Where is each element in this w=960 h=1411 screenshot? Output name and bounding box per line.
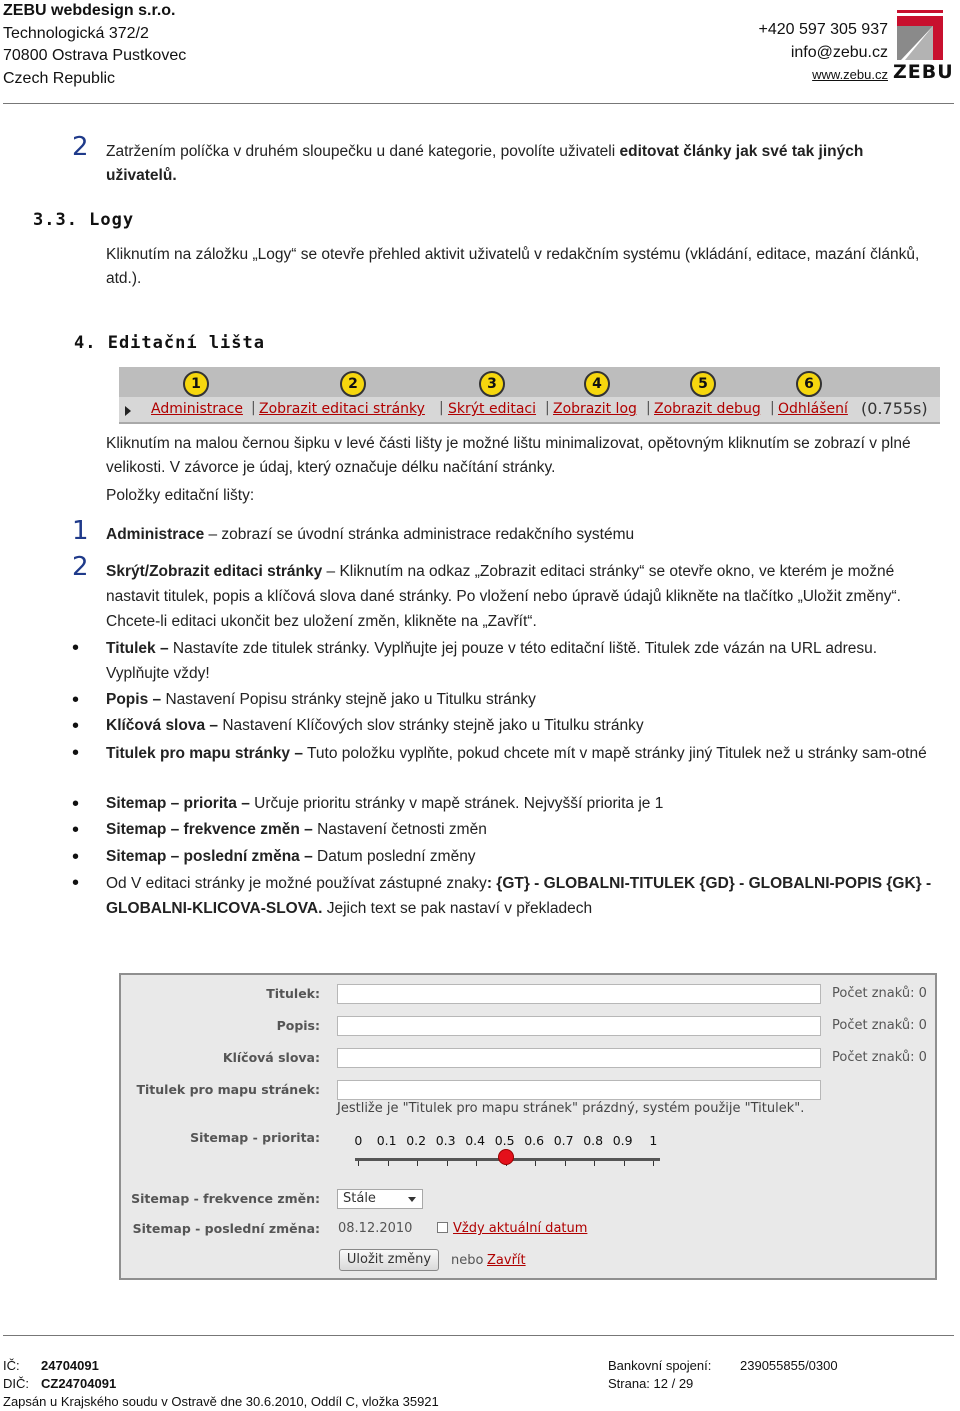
frequency-value: Stále bbox=[343, 1191, 376, 1206]
phone: +420 597 305 937 bbox=[758, 21, 888, 38]
list-item-bold: Titulek – bbox=[106, 640, 169, 657]
titulek-input[interactable] bbox=[337, 984, 821, 1004]
priority-tick-label: 0 bbox=[354, 1133, 363, 1148]
always-current-checkbox[interactable] bbox=[437, 1222, 448, 1233]
toolbar-separator: | bbox=[439, 400, 444, 416]
page-number: Strana: 12 / 29 bbox=[608, 1376, 694, 1391]
label-posledni-zmena: Sitemap - poslední změna: bbox=[132, 1221, 320, 1236]
bullet-icon: • bbox=[72, 689, 80, 711]
list-item-skryt-zobrazit bbox=[106, 559, 942, 634]
item2-text-bold: editovat články jak své tak jiných uživatelů. bbox=[106, 143, 864, 184]
website-link[interactable]: www.zebu.cz bbox=[812, 67, 888, 82]
logo-text: ZEBU bbox=[893, 61, 954, 83]
priority-tick-label: 0.7 bbox=[553, 1133, 574, 1148]
always-current-link[interactable]: Vždy aktuální datum bbox=[453, 1221, 588, 1236]
klicova-slova-count: Počet znaků: 0 bbox=[832, 1050, 927, 1065]
badge-3: 3 bbox=[479, 371, 505, 397]
priority-tick-label: 0.3 bbox=[435, 1133, 456, 1148]
popis-input[interactable] bbox=[337, 1016, 821, 1036]
item2-text-plain: Zatržením políčka v druhém sloupečku u dané kategorie, povolíte uživateli bbox=[106, 143, 620, 160]
zebu-logo bbox=[893, 8, 954, 88]
list-item-bold: Popis – bbox=[106, 691, 162, 708]
register-text: Zapsán u Krajského soudu v Ostravě dne 30.6.2010, Oddíl C, vložka 35921 bbox=[3, 1394, 439, 1409]
bullet-icon: • bbox=[72, 872, 80, 894]
bullet-icon: • bbox=[72, 846, 80, 868]
list-item bbox=[106, 741, 951, 766]
last-change-date: 08.12.2010 bbox=[338, 1221, 413, 1236]
minimize-arrow-icon[interactable] bbox=[125, 406, 131, 416]
company-address bbox=[3, 0, 186, 90]
logy-text: Kliknutím na záložku „Logy“ se otevře přehled aktivit uživatelů v redakčním systému (vkládání, editace, mazání článků, atd.). bbox=[106, 246, 920, 287]
priority-tick-label: 0.1 bbox=[376, 1133, 397, 1148]
footer-divider bbox=[3, 1335, 954, 1336]
priority-tick-label: 0.2 bbox=[406, 1133, 427, 1148]
dic-value: CZ24704091 bbox=[41, 1376, 117, 1391]
list-item bbox=[106, 871, 946, 921]
list-item-text: Nastavení četnosti změn bbox=[312, 821, 487, 838]
toolbar-load-time: (0.755s) bbox=[861, 399, 928, 418]
save-button[interactable]: Uložit změny bbox=[339, 1249, 439, 1271]
priority-tick-label: 0.8 bbox=[583, 1133, 604, 1148]
list-item-bold: Sitemap – frekvence změn – bbox=[106, 821, 313, 838]
badge-4: 4 bbox=[584, 371, 610, 397]
list-item-text: Nastavení Klíčových slov stránky stejně jako u Titulku stránky bbox=[218, 717, 644, 734]
address-country: Czech Republic bbox=[3, 69, 116, 87]
bank-label: Bankovní spojení: bbox=[608, 1358, 712, 1373]
email: info@zebu.cz bbox=[790, 43, 888, 61]
titulek-mapa-input[interactable] bbox=[337, 1080, 821, 1100]
list-item-bold: Titulek pro mapu stránky – bbox=[106, 745, 303, 762]
bullet-icon: • bbox=[72, 637, 80, 659]
list-item-bold: Klíčová slova – bbox=[106, 717, 219, 734]
list-number: 2 bbox=[72, 132, 89, 162]
list-item-text: Nastavíte zde titulek stránky. Vyplňujte jej pouze v této editační liště. Titulek zde vázán na URL adresu. Vyplňujte vždy! bbox=[106, 640, 878, 682]
list-item bbox=[106, 792, 936, 816]
klicova-slova-input[interactable] bbox=[337, 1048, 821, 1068]
list-item bbox=[106, 845, 936, 869]
ic-label: IČ: bbox=[3, 1358, 20, 1373]
list-number: 2 bbox=[72, 552, 89, 582]
list-item-text: Nastavení Popisu stránky stejně jako u Titulku stránky bbox=[161, 691, 536, 708]
titulek-count: Počet znaků: 0 bbox=[832, 986, 927, 1001]
list-item-bold: Administrace bbox=[106, 526, 205, 543]
or-text: nebo bbox=[451, 1253, 484, 1268]
intro-paragraph: Kliknutím na malou černou šipku v levé části lišty je možné lištu minimalizovat, opětovným kliknutím se zobrazí v plné velikosti. V závorce je údaj, který označuje délku načítání stránky. bbox=[106, 435, 911, 476]
list-item bbox=[106, 714, 936, 738]
list-item-bold: Sitemap – priorita – bbox=[106, 795, 250, 812]
toolbar-link-zobrazit-log[interactable]: Zobrazit log bbox=[553, 401, 637, 417]
bullet-icon: • bbox=[72, 742, 80, 764]
list-item-text: Určuje prioritu stránky v mapě stránek. Nejvyšší priorita je 1 bbox=[249, 795, 664, 812]
list-item-text: Tuto položku vyplňte, pokud chcete mít v mapě stránky jiný Titulek než u stránky sam-otné bbox=[302, 745, 927, 762]
list-item-bold: : {GT} - GLOBALNI-TITULEK {GD} - GLOBALNI-POPIS {GK} - GLOBALNI-KLICOVA-SLOVA. bbox=[106, 875, 932, 917]
badge-1: 1 bbox=[183, 371, 209, 397]
label-frekvence: Sitemap - frekvence změn: bbox=[131, 1191, 320, 1206]
company-name: ZEBU webdesign s.r.o. bbox=[3, 2, 176, 19]
priority-tick-label: 0.6 bbox=[524, 1133, 545, 1148]
list-item-text: Jejich text se pak nastaví v překladech bbox=[322, 900, 593, 917]
label-klicova-slova: Klíčová slova: bbox=[222, 1050, 320, 1065]
label-titulek: Titulek: bbox=[266, 986, 320, 1001]
close-link[interactable]: Zavřít bbox=[487, 1253, 526, 1268]
priority-slider-handle[interactable] bbox=[498, 1149, 514, 1165]
ic-value: 24704091 bbox=[41, 1358, 99, 1373]
list-item-bold: Skrýt/Zobrazit editaci stránky bbox=[106, 563, 323, 580]
bullet-icon: • bbox=[72, 715, 80, 737]
priority-tick-label: 0.5 bbox=[494, 1133, 515, 1148]
header-divider bbox=[3, 103, 954, 104]
section-heading-logy: 3.3. Logy bbox=[33, 210, 135, 230]
address-line-1: Technologická 372/2 bbox=[3, 24, 149, 42]
bank-value: 239055855/0300 bbox=[740, 1358, 838, 1373]
dic-label: DIČ: bbox=[3, 1376, 29, 1391]
contact-block bbox=[759, 19, 888, 87]
toolbar-link-skryt-editaci[interactable]: Skrýt editaci bbox=[448, 401, 537, 417]
toolbar-link-odhlaseni[interactable]: Odhlášení bbox=[778, 401, 848, 417]
toolbar-separator: | bbox=[251, 400, 256, 416]
list-item-bold: Sitemap – poslední změna – bbox=[106, 848, 313, 865]
list-item-text: – Kliknutím na odkaz „Zobrazit editaci stránky“ se otevře okno, ve kterém je možné nastavit titulek, popis a klíčová slova dané stránky. Po vložení nebo úpravě údajů klikněte na tlačítko „Uložit změny“. Chcete-li editaci ukončit bez uložení změn, klikněte na „Zavřít“. bbox=[106, 563, 901, 630]
toolbar-separator: | bbox=[646, 400, 651, 416]
bullet-icon: • bbox=[72, 793, 80, 815]
label-titulek-mapa: Titulek pro mapu stránek: bbox=[136, 1082, 320, 1097]
badge-2: 2 bbox=[340, 371, 366, 397]
badge-6: 6 bbox=[796, 371, 822, 397]
frequency-select[interactable] bbox=[337, 1189, 423, 1209]
list-number: 1 bbox=[72, 516, 89, 546]
edit-toolbar-image bbox=[119, 367, 940, 424]
map-title-note: Jestliže je "Titulek pro mapu stránek" prázdný, systém použije "Titulek". bbox=[337, 1101, 805, 1116]
section-heading-editacni-lista: 4. Editační lišta bbox=[74, 333, 265, 353]
popis-count: Počet znaků: 0 bbox=[832, 1018, 927, 1033]
toolbar-link-administrace[interactable]: Administrace bbox=[151, 401, 243, 417]
list-item bbox=[106, 818, 936, 842]
label-popis: Popis: bbox=[276, 1018, 320, 1033]
toolbar-link-zobrazit-editaci[interactable]: Zobrazit editaci stránky bbox=[259, 401, 425, 417]
list-item-text: Datum poslední změny bbox=[312, 848, 476, 865]
list-item-administrace bbox=[106, 523, 936, 547]
badge-5: 5 bbox=[690, 371, 716, 397]
priority-tick-label: 0.4 bbox=[465, 1133, 486, 1148]
toolbar-separator: | bbox=[545, 400, 550, 416]
list-item bbox=[106, 688, 936, 712]
label-priorita: Sitemap - priorita: bbox=[190, 1130, 320, 1145]
item2-text bbox=[106, 140, 926, 188]
list-item-text: Od V editaci stránky je možné používat zástupné znaky bbox=[106, 875, 487, 892]
address-line-2: 70800 Ostrava Pustkovec bbox=[3, 47, 187, 64]
toolbar-link-zobrazit-debug[interactable]: Zobrazit debug bbox=[654, 401, 761, 417]
priority-tick-label: 1 bbox=[649, 1133, 658, 1148]
toolbar-separator: | bbox=[770, 400, 775, 416]
chevron-down-icon bbox=[408, 1197, 416, 1202]
list-item-text: – zobrazí se úvodní stránka administrace redakčního systému bbox=[204, 526, 635, 543]
priority-tick-label: 0.9 bbox=[612, 1133, 633, 1148]
list-item bbox=[106, 636, 936, 686]
items-heading: Položky editační lišty: bbox=[106, 487, 255, 504]
bullet-icon: • bbox=[72, 819, 80, 841]
